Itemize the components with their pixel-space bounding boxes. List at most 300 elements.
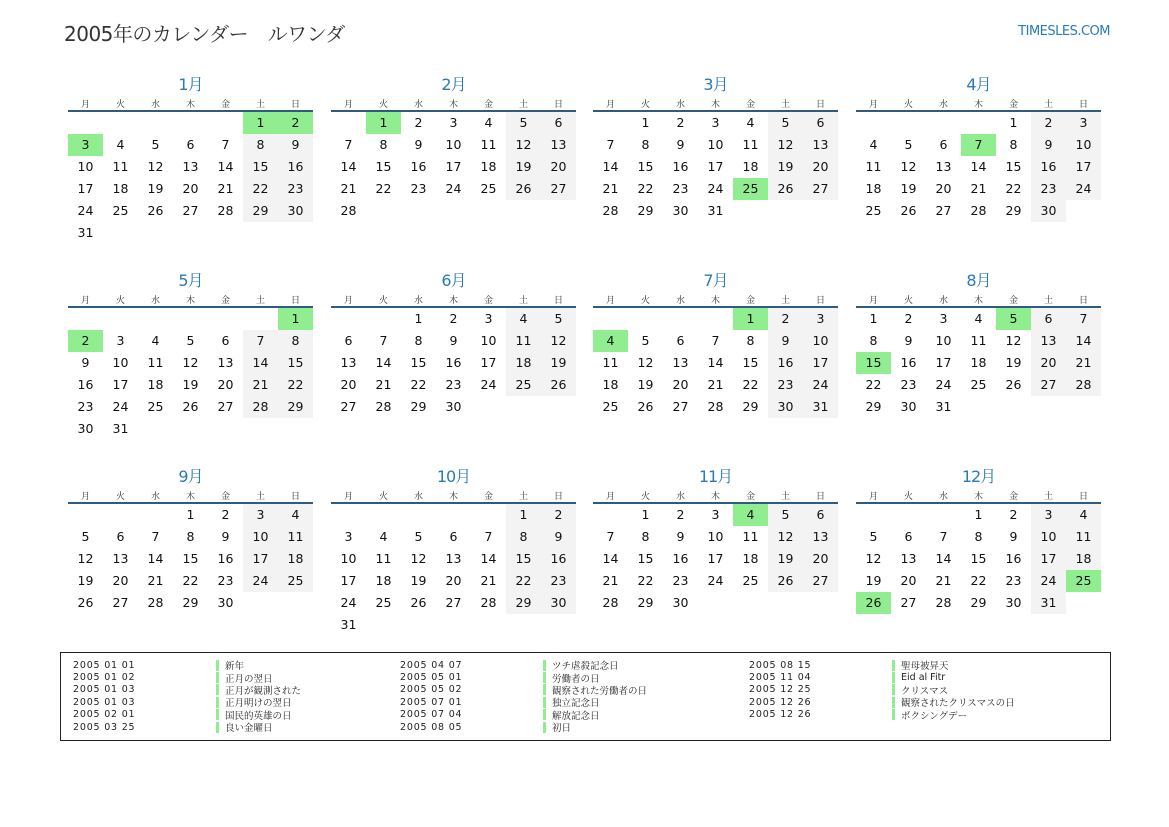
weekday-header <box>68 96 313 112</box>
day-cell: 18 <box>970 355 987 370</box>
day-cell: 31 <box>1031 592 1066 614</box>
day-cell: 27 <box>935 203 952 218</box>
day-cell: 19 <box>541 352 576 374</box>
day-cell: 27 <box>445 595 462 610</box>
day-cell: 4 <box>278 504 313 526</box>
day-cell: 4 <box>379 529 388 544</box>
empty-cell <box>593 112 628 134</box>
weekday-header <box>856 96 1101 112</box>
day-cell: 28 <box>970 203 987 218</box>
day-cell: 26 <box>541 374 576 396</box>
day-cell: 27 <box>340 399 357 414</box>
day-cell: 16 <box>278 156 313 178</box>
day-cell: 9 <box>1031 134 1066 156</box>
holiday-name: 正月の翌日 <box>225 673 273 685</box>
day-cell: 21 <box>602 573 619 588</box>
day-cell: 25 <box>112 203 129 218</box>
day-cell: 30 <box>278 200 313 222</box>
holiday-name: 初日 <box>552 723 572 735</box>
day-cell: 15 <box>970 551 987 566</box>
day-cell: 14 <box>480 551 497 566</box>
holiday-marker <box>543 709 546 720</box>
day-cell: 8 <box>746 333 755 348</box>
day-cell: 14 <box>602 551 619 566</box>
day-cell: 24 <box>707 573 724 588</box>
weekday-header <box>68 488 313 504</box>
holiday-marker <box>892 684 895 695</box>
day-cell: 23 <box>278 178 313 200</box>
day-cell: 31 <box>77 225 94 240</box>
day-cell: 28 <box>935 595 952 610</box>
month-calendar <box>856 270 1101 418</box>
day-grid <box>331 308 576 418</box>
legend-item <box>73 709 301 721</box>
day-cell: 22 <box>375 181 392 196</box>
weekday-label: 月 <box>868 99 878 110</box>
weekday-label: 水 <box>675 99 685 110</box>
empty-cell <box>698 308 733 330</box>
day-cell: 13 <box>182 159 199 174</box>
day-cell: 20 <box>182 181 199 196</box>
day-cell: 29 <box>506 592 541 614</box>
holiday-date: 2005 08 15 <box>749 659 812 671</box>
legend-column <box>73 659 301 733</box>
month-name: 6月 <box>441 271 466 290</box>
day-cell: 1 <box>974 507 983 522</box>
day-cell: 28 <box>243 396 278 418</box>
day-cell: 27 <box>541 178 576 200</box>
day-cell: 6 <box>221 333 230 348</box>
day-cell: 13 <box>445 551 462 566</box>
holiday-date: 2005 08 05 <box>400 721 463 733</box>
day-cell: 4 <box>484 115 493 130</box>
weekday-label: 日 <box>815 295 825 306</box>
day-cell: 20 <box>1031 352 1066 374</box>
day-cell: 19 <box>900 181 917 196</box>
holiday-date: 2005 11 04 <box>749 672 812 684</box>
day-cell: 19 <box>768 548 803 570</box>
day-cell: 28 <box>707 399 724 414</box>
day-cell: 8 <box>974 529 983 544</box>
day-cell: 5 <box>641 333 650 348</box>
day-grid <box>68 308 313 440</box>
day-cell: 1 <box>869 311 878 326</box>
day-cell: 27 <box>112 595 129 610</box>
weekday-label: 火 <box>378 99 388 110</box>
weekday-label: 月 <box>868 491 878 502</box>
day-cell: 17 <box>1066 156 1101 178</box>
weekday-label: 水 <box>938 491 948 502</box>
day-cell: 23 <box>217 573 234 588</box>
day-cell: 17 <box>340 573 357 588</box>
day-cell: 4 <box>1066 504 1101 526</box>
day-cell: 7 <box>1066 308 1101 330</box>
weekday-label: 日 <box>553 99 563 110</box>
day-cell: 22 <box>1005 181 1022 196</box>
weekday-label: 水 <box>413 491 423 502</box>
empty-cell <box>243 308 278 330</box>
empty-cell <box>68 504 103 526</box>
weekday-label: 金 <box>483 491 493 502</box>
day-cell: 18 <box>147 377 164 392</box>
day-cell: 24 <box>445 181 462 196</box>
month-calendar <box>331 270 576 418</box>
holiday-marker <box>543 660 546 671</box>
day-cell: 15 <box>637 551 654 566</box>
day-cell: 10 <box>1031 526 1066 548</box>
day-cell: 13 <box>672 355 689 370</box>
day-cell: 24 <box>803 374 838 396</box>
day-cell: 19 <box>506 156 541 178</box>
weekday-label: 土 <box>518 99 528 110</box>
weekday-label: 木 <box>185 295 195 306</box>
day-cell: 18 <box>865 181 882 196</box>
day-cell: 8 <box>641 137 650 152</box>
weekday-label: 水 <box>150 99 160 110</box>
day-cell: 15 <box>182 551 199 566</box>
day-cell: 7 <box>606 137 615 152</box>
day-cell: 3 <box>711 115 720 130</box>
day-cell: 3 <box>1031 504 1066 526</box>
weekday-label: 火 <box>640 295 650 306</box>
day-cell: 26 <box>637 399 654 414</box>
day-cell: 28 <box>602 595 619 610</box>
day-cell: 23 <box>672 181 689 196</box>
weekday-label: 水 <box>938 99 948 110</box>
day-cell: 10 <box>243 526 278 548</box>
empty-cell <box>138 112 173 134</box>
day-cell: 31 <box>803 396 838 418</box>
month-calendar <box>68 74 313 244</box>
day-cell: 18 <box>1066 548 1101 570</box>
weekday-label: 木 <box>710 99 720 110</box>
day-cell: 1 <box>641 115 650 130</box>
day-cell: 26 <box>410 595 427 610</box>
day-cell: 26 <box>77 595 94 610</box>
month-name: 10月 <box>436 467 471 486</box>
day-cell: 20 <box>112 573 129 588</box>
site-logo[interactable]: TIMESLES.COM <box>1018 24 1110 39</box>
empty-cell <box>103 308 138 330</box>
month-calendar <box>331 74 576 222</box>
day-cell: 22 <box>637 181 654 196</box>
day-cell: 22 <box>742 377 759 392</box>
day-cell: 29 <box>970 595 987 610</box>
day-cell: 21 <box>970 181 987 196</box>
legend-item <box>749 684 1015 696</box>
holiday-day: 26 <box>856 592 891 614</box>
day-cell: 16 <box>672 551 689 566</box>
day-cell: 16 <box>672 159 689 174</box>
holiday-date: 2005 05 02 <box>400 684 463 696</box>
day-cell: 26 <box>768 570 803 592</box>
day-cell: 19 <box>182 377 199 392</box>
weekday-label: 水 <box>675 491 685 502</box>
day-cell: 27 <box>672 399 689 414</box>
day-cell: 29 <box>1005 203 1022 218</box>
day-cell: 15 <box>1005 159 1022 174</box>
day-cell: 25 <box>375 595 392 610</box>
day-cell: 17 <box>243 548 278 570</box>
holiday-marker <box>892 709 895 720</box>
holiday-day: 1 <box>366 112 401 134</box>
weekday-label: 金 <box>220 99 230 110</box>
holiday-day: 25 <box>733 178 768 200</box>
day-cell: 14 <box>707 355 724 370</box>
weekday-label: 火 <box>115 295 125 306</box>
empty-cell <box>331 504 366 526</box>
day-cell: 17 <box>1031 548 1066 570</box>
day-cell: 30 <box>217 595 234 610</box>
day-cell: 3 <box>484 311 493 326</box>
day-cell: 26 <box>900 203 917 218</box>
day-cell: 7 <box>711 333 720 348</box>
day-cell: 15 <box>375 159 392 174</box>
day-cell: 2 <box>449 311 458 326</box>
day-cell: 15 <box>742 355 759 370</box>
day-cell: 30 <box>1005 595 1022 610</box>
month-calendar <box>68 466 313 614</box>
empty-cell <box>366 308 401 330</box>
day-cell: 17 <box>480 355 497 370</box>
day-cell: 12 <box>900 159 917 174</box>
day-cell: 29 <box>182 595 199 610</box>
day-cell: 12 <box>147 159 164 174</box>
holiday-date: 2005 01 03 <box>73 696 136 708</box>
day-cell: 25 <box>970 377 987 392</box>
empty-cell <box>891 112 926 134</box>
day-cell: 14 <box>1066 330 1101 352</box>
day-cell: 9 <box>81 355 90 370</box>
day-cell: 9 <box>676 529 685 544</box>
holiday-day: 1 <box>733 308 768 330</box>
weekday-label: 金 <box>483 295 493 306</box>
holiday-name: 良い金曜日 <box>225 723 273 735</box>
day-cell: 8 <box>278 330 313 352</box>
legend-item <box>749 671 1015 683</box>
day-cell: 15 <box>506 548 541 570</box>
weekday-label: 日 <box>290 99 300 110</box>
day-cell: 15 <box>410 355 427 370</box>
weekday-label: 土 <box>780 295 790 306</box>
weekday-header <box>68 292 313 308</box>
empty-cell <box>926 504 961 526</box>
day-cell: 13 <box>340 355 357 370</box>
weekday-label: 木 <box>448 99 458 110</box>
holiday-marker <box>543 697 546 708</box>
day-cell: 18 <box>742 551 759 566</box>
day-cell: 11 <box>506 330 541 352</box>
day-grid <box>856 112 1101 222</box>
empty-cell <box>471 504 506 526</box>
holiday-date: 2005 04 07 <box>400 659 463 671</box>
empty-cell <box>926 112 961 134</box>
holiday-day: 4 <box>733 504 768 526</box>
day-cell: 19 <box>77 573 94 588</box>
day-cell: 22 <box>865 377 882 392</box>
month-name: 4月 <box>966 75 991 94</box>
holiday-marker <box>216 722 219 733</box>
day-grid <box>331 504 576 636</box>
day-cell: 10 <box>707 529 724 544</box>
day-cell: 20 <box>803 156 838 178</box>
weekday-label: 火 <box>640 99 650 110</box>
weekday-header <box>856 488 1101 504</box>
holiday-marker <box>216 672 219 683</box>
empty-cell <box>593 308 628 330</box>
day-cell: 16 <box>768 352 803 374</box>
day-cell: 30 <box>672 595 689 610</box>
day-cell: 8 <box>506 526 541 548</box>
day-cell: 14 <box>935 551 952 566</box>
day-cell: 2 <box>1009 507 1018 522</box>
weekday-label: 月 <box>343 99 353 110</box>
day-cell: 6 <box>541 112 576 134</box>
day-cell: 9 <box>768 330 803 352</box>
day-cell: 25 <box>278 570 313 592</box>
day-cell: 12 <box>506 134 541 156</box>
weekday-label: 火 <box>903 491 913 502</box>
day-cell: 7 <box>379 333 388 348</box>
day-cell: 15 <box>278 352 313 374</box>
weekday-label: 日 <box>553 491 563 502</box>
weekday-label: 金 <box>1008 295 1018 306</box>
day-cell: 28 <box>602 203 619 218</box>
day-cell: 25 <box>506 374 541 396</box>
day-cell: 30 <box>672 203 689 218</box>
day-cell: 17 <box>112 377 129 392</box>
day-cell: 22 <box>182 573 199 588</box>
weekday-label: 火 <box>903 295 913 306</box>
day-cell: 23 <box>900 377 917 392</box>
day-cell: 16 <box>1031 156 1066 178</box>
day-cell: 9 <box>221 529 230 544</box>
day-cell: 27 <box>803 178 838 200</box>
day-cell: 11 <box>278 526 313 548</box>
day-cell: 9 <box>414 137 423 152</box>
day-cell: 21 <box>340 181 357 196</box>
day-cell: 13 <box>1031 330 1066 352</box>
day-cell: 5 <box>768 504 803 526</box>
holiday-name: 観察された労働者の日 <box>552 685 648 697</box>
day-cell: 17 <box>77 181 94 196</box>
day-cell: 3 <box>711 507 720 522</box>
day-cell: 29 <box>278 396 313 418</box>
day-cell: 21 <box>1066 352 1101 374</box>
weekday-label: 木 <box>710 295 720 306</box>
day-cell: 21 <box>243 374 278 396</box>
legend-item <box>400 721 647 733</box>
weekday-label: 金 <box>1008 99 1018 110</box>
day-cell: 1 <box>186 507 195 522</box>
day-cell: 11 <box>970 333 987 348</box>
weekday-label: 土 <box>518 295 528 306</box>
day-cell: 17 <box>707 159 724 174</box>
holiday-name: 聖母被昇天 <box>901 661 949 673</box>
empty-cell <box>961 112 996 134</box>
month-calendar <box>593 270 838 418</box>
holiday-day: 2 <box>68 330 103 352</box>
holiday-marker <box>216 697 219 708</box>
holiday-day: 25 <box>1066 570 1101 592</box>
holiday-date: 2005 02 01 <box>73 709 136 721</box>
day-cell: 11 <box>112 159 129 174</box>
day-cell: 24 <box>1066 178 1101 200</box>
holiday-marker <box>543 672 546 683</box>
day-cell: 6 <box>904 529 913 544</box>
weekday-label: 火 <box>903 99 913 110</box>
day-cell: 12 <box>410 551 427 566</box>
weekday-label: 土 <box>1043 295 1053 306</box>
day-cell: 22 <box>637 573 654 588</box>
day-cell: 14 <box>217 159 234 174</box>
day-cell: 18 <box>375 573 392 588</box>
day-cell: 10 <box>77 159 94 174</box>
day-grid <box>331 112 576 222</box>
weekday-label: 月 <box>80 491 90 502</box>
day-cell: 11 <box>375 551 392 566</box>
month-calendar <box>68 270 313 440</box>
holiday-name: 新年 <box>225 661 245 673</box>
empty-cell <box>331 112 366 134</box>
weekday-label: 水 <box>675 295 685 306</box>
day-grid <box>856 504 1101 614</box>
holiday-name: クリスマス <box>901 685 949 697</box>
day-cell: 12 <box>77 551 94 566</box>
empty-cell <box>593 504 628 526</box>
day-cell: 21 <box>480 573 497 588</box>
day-cell: 21 <box>147 573 164 588</box>
day-cell: 5 <box>869 529 878 544</box>
day-cell: 2 <box>768 308 803 330</box>
holiday-date: 2005 01 02 <box>73 672 136 684</box>
day-cell: 16 <box>1005 551 1022 566</box>
day-cell: 24 <box>1031 570 1066 592</box>
day-cell: 28 <box>340 203 357 218</box>
holiday-day: 4 <box>593 330 628 352</box>
day-cell: 27 <box>803 570 838 592</box>
holiday-name: 解放記念日 <box>552 710 600 722</box>
holiday-name: 観察されたクリスマスの日 <box>901 698 1015 710</box>
day-cell: 31 <box>707 203 724 218</box>
day-cell: 14 <box>375 355 392 370</box>
holiday-day: 3 <box>68 134 103 156</box>
day-cell: 6 <box>1031 308 1066 330</box>
day-cell: 4 <box>506 308 541 330</box>
day-cell: 19 <box>637 377 654 392</box>
day-cell: 19 <box>410 573 427 588</box>
day-cell: 26 <box>1005 377 1022 392</box>
day-cell: 26 <box>506 178 541 200</box>
day-cell: 16 <box>445 355 462 370</box>
holiday-marker <box>892 697 895 708</box>
day-cell: 8 <box>379 137 388 152</box>
day-cell: 7 <box>484 529 493 544</box>
empty-cell <box>856 112 891 134</box>
day-cell: 23 <box>1031 178 1066 200</box>
day-cell: 5 <box>506 112 541 134</box>
holiday-name: 国民的英雄の日 <box>225 710 292 722</box>
empty-cell <box>103 112 138 134</box>
weekday-label: 木 <box>448 491 458 502</box>
day-cell: 31 <box>935 399 952 414</box>
day-cell: 21 <box>375 377 392 392</box>
day-cell: 13 <box>541 134 576 156</box>
day-cell: 13 <box>900 551 917 566</box>
month-calendar <box>856 466 1101 614</box>
day-grid <box>593 308 838 418</box>
holiday-name: Eid al Fitr <box>901 672 946 684</box>
